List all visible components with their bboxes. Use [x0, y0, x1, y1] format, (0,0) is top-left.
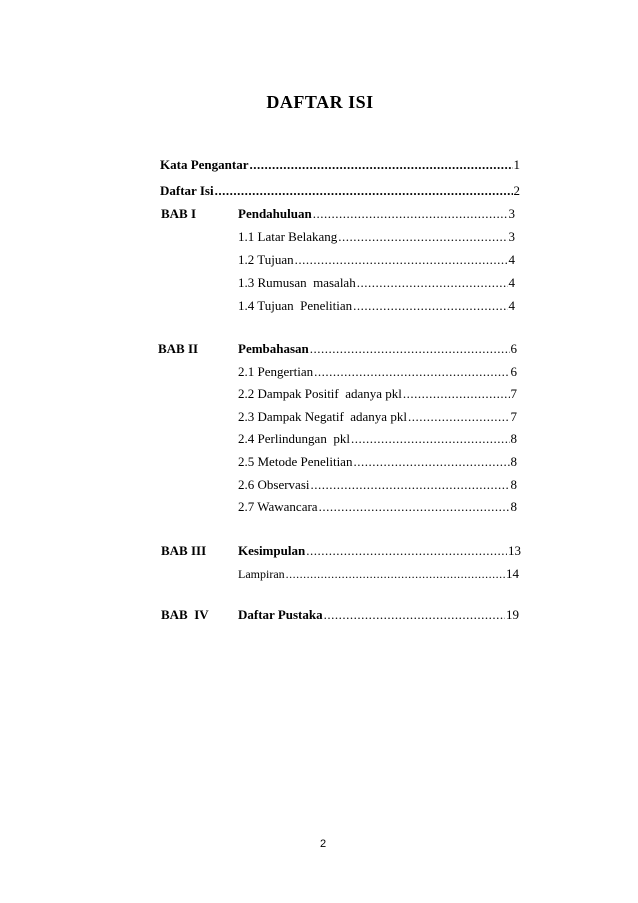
toc-subentry	[238, 252, 515, 268]
toc-subentry	[238, 499, 517, 515]
toc-entry-label: 2.6 Observasi	[238, 477, 310, 492]
dot-leader	[310, 341, 510, 357]
toc-subentry	[238, 275, 515, 291]
toc-entry-page: 8	[510, 477, 517, 492]
toc-entry-page: 19	[506, 607, 519, 622]
toc-entry-page: 2	[513, 183, 520, 198]
toc-entry-page: 7	[510, 409, 517, 424]
dot-leader	[408, 409, 510, 425]
toc-entry-page: 8	[510, 499, 517, 514]
chapter-label: BAB II	[158, 341, 199, 356]
chapter-heading	[238, 607, 519, 623]
dot-leader	[286, 566, 505, 582]
chapter-label: BAB I	[161, 206, 197, 221]
toc-entry-page: 4	[508, 298, 515, 313]
toc-entry-page: 3	[508, 229, 515, 244]
toc-entry-label: Kesimpulan	[238, 543, 306, 558]
chapter-heading	[238, 543, 521, 559]
toc-entry-label: Kata Pengantar	[160, 157, 249, 172]
toc-entry-label: 2.1 Pengertian	[238, 364, 314, 379]
toc-entry-label: 2.2 Dampak Positif adanya pkl	[238, 386, 402, 401]
toc-entry-label: Daftar Isi	[160, 183, 214, 198]
toc-entry-page: 14	[506, 566, 519, 581]
toc-subentry	[238, 566, 519, 582]
toc-entry-kata-pengantar	[160, 157, 520, 173]
toc-entry-label: 2.4 Perlindungan pkl	[238, 431, 350, 446]
dot-leader	[357, 275, 508, 291]
chapter-heading	[238, 206, 515, 222]
toc-entry-label: 1.3 Rumusan masalah	[238, 275, 356, 290]
toc-entry-label: 1.2 Tujuan	[238, 252, 294, 267]
toc-subentry	[238, 229, 515, 245]
toc-entry-page: 13	[508, 543, 521, 558]
toc-subentry	[238, 454, 517, 470]
dot-leader	[311, 477, 510, 493]
toc-subentry	[238, 409, 517, 425]
toc-entry-page: 4	[508, 252, 515, 267]
chapter-label: BAB III	[161, 543, 207, 558]
toc-subentry	[238, 477, 517, 493]
dot-leader	[353, 298, 507, 314]
dot-leader	[353, 454, 509, 470]
chapter-heading	[238, 341, 517, 357]
toc-subentry	[238, 298, 515, 314]
toc-entry-page: 1	[513, 157, 520, 172]
toc-entry-page: 8	[510, 431, 517, 446]
toc-entry-label: 1.4 Tujuan Penelitian	[238, 298, 353, 313]
dot-leader	[249, 157, 512, 173]
dot-leader	[306, 543, 507, 559]
dot-leader	[338, 229, 507, 245]
toc-entry-label: 2.7 Wawancara	[238, 499, 318, 514]
toc-entry-page: 7	[510, 386, 517, 401]
dot-leader	[319, 499, 510, 515]
page-title: DAFTAR ISI	[266, 92, 374, 112]
toc-entry-label: Daftar Pustaka	[238, 607, 323, 622]
toc-entry-label: 2.5 Metode Penelitian	[238, 454, 353, 469]
toc-entry-label: 1.1 Latar Belakang	[238, 229, 338, 244]
toc-entry-label: Pendahuluan	[238, 206, 312, 221]
toc-entry-daftar-isi	[160, 183, 520, 199]
toc-entry-label: Lampiran	[238, 567, 285, 581]
dot-leader	[295, 252, 508, 268]
toc-entry-page: 6	[510, 341, 517, 356]
dot-leader	[403, 386, 510, 402]
toc-entry-page: 8	[510, 454, 517, 469]
toc-entry-label: 2.3 Dampak Negatif adanya pkl	[238, 409, 407, 424]
toc-entry-label: Pembahasan	[238, 341, 309, 356]
toc-entry-page: 6	[510, 364, 517, 379]
dot-leader	[351, 431, 510, 447]
dot-leader	[215, 183, 513, 199]
page-number: 2	[319, 838, 327, 850]
dot-leader	[313, 206, 508, 222]
chapter-label: BAB IV	[161, 607, 209, 622]
toc-subentry	[238, 364, 517, 380]
toc-entry-page: 4	[508, 275, 515, 290]
toc-subentry	[238, 431, 517, 447]
toc-subentry	[238, 386, 517, 402]
toc-entry-page: 3	[508, 206, 515, 221]
dot-leader	[324, 607, 505, 623]
dot-leader	[314, 364, 509, 380]
